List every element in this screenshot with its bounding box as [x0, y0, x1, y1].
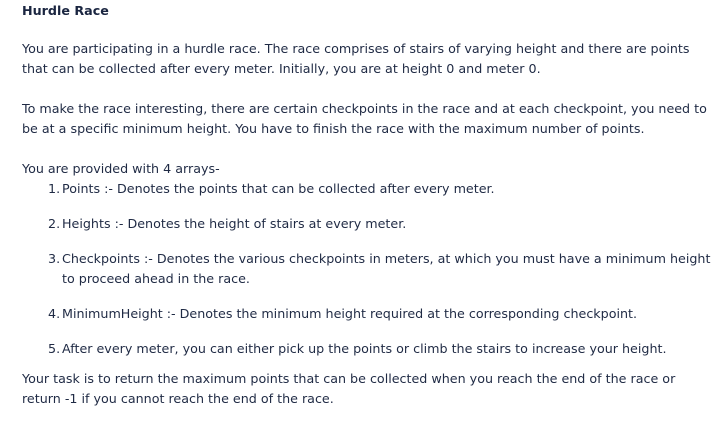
- list-number: 5 .: [48, 339, 60, 359]
- list-text: Checkpoints :- Denotes the various checkpoints in meters, at which you must have a minimum height to proceed ahead in the race.: [62, 251, 711, 286]
- list-item: [48, 339, 717, 359]
- problem-title: Hurdle Race: [22, 3, 109, 18]
- list-item: [48, 214, 717, 234]
- list-number: 2 .: [48, 214, 60, 234]
- intro-paragraph: You are participating in a hurdle race. The race comprises of stairs of varying height and there are points that can be collected after every meter. Initially, you are at height 0 and meter 0.: [22, 41, 690, 76]
- arrays-list: [22, 179, 717, 359]
- list-number: 1 .: [48, 179, 60, 199]
- arrays-intro: You are provided with 4 arrays-: [22, 161, 220, 176]
- list-item: [48, 304, 717, 324]
- list-text: Points :- Denotes the points that can be collected after every meter.: [62, 181, 495, 196]
- list-number: 3 .: [48, 249, 60, 269]
- list-text: Heights :- Denotes the height of stairs at every meter.: [62, 216, 407, 231]
- list-number: 4 .: [48, 304, 60, 324]
- list-text: MinimumHeight :- Denotes the minimum height required at the corresponding checkpoint.: [62, 306, 638, 321]
- task-paragraph: Your task is to return the maximum points that can be collected when you reach the end of the race or return -1 if you cannot reach the end of the race.: [22, 371, 676, 406]
- list-item: [48, 179, 717, 199]
- list-text: After every meter, you can either pick up the points or climb the stairs to increase your height.: [62, 341, 667, 356]
- list-item: [48, 249, 717, 289]
- checkpoint-paragraph: To make the race interesting, there are certain checkpoints in the race and at each checkpoint, you need to be at a specific minimum height. You have to finish the race with the maximum number of points.: [22, 101, 707, 136]
